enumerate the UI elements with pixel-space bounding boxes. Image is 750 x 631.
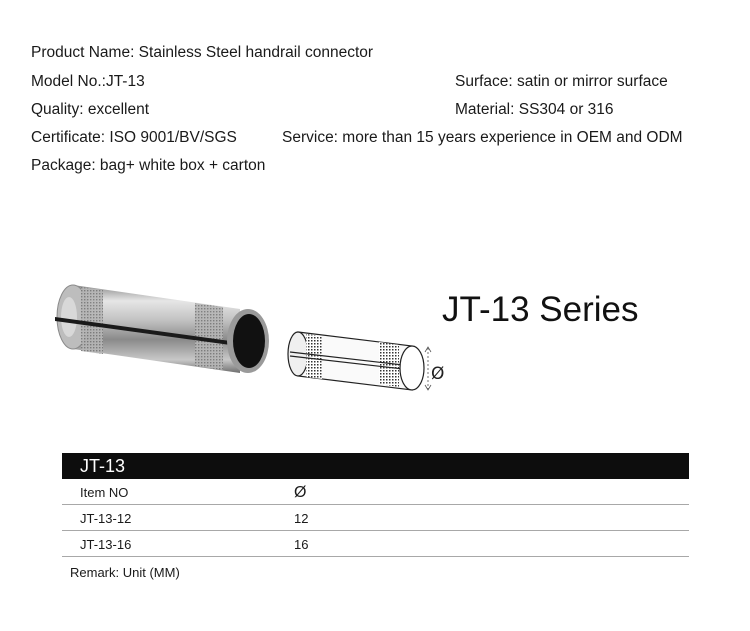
material: Material: SS304 or 316 xyxy=(455,101,614,118)
connector-photo xyxy=(45,275,275,375)
remark: Remark: Unit (MM) xyxy=(70,565,180,580)
table-header-row xyxy=(62,479,689,505)
connector-drawing xyxy=(284,328,449,398)
table-title: JT-13 xyxy=(62,453,689,479)
surface: Surface: satin or mirror surface xyxy=(455,73,668,90)
table-row xyxy=(62,531,689,557)
row-item-no: JT-13-12 xyxy=(80,511,132,526)
package: Package: bag+ white box + carton xyxy=(31,157,266,174)
certificate: Certificate: ISO 9001/BV/SGS xyxy=(31,129,237,146)
quality: Quality: excellent xyxy=(31,101,150,118)
spec-table xyxy=(62,453,689,557)
product-name: Product Name: Stainless Steel handrail connector xyxy=(31,44,374,61)
row-diameter: 12 xyxy=(294,511,309,526)
series-title: JT-13 Series xyxy=(442,290,639,329)
model-no: Model No.:JT-13 xyxy=(31,73,145,90)
header-diameter: Ø xyxy=(294,484,307,501)
service: Service: more than 15 years experience in OEM and ODM xyxy=(282,129,683,146)
row-diameter: 16 xyxy=(294,537,309,552)
diameter-symbol: Ø xyxy=(431,364,445,384)
row-item-no: JT-13-16 xyxy=(80,537,132,552)
table-row xyxy=(62,505,689,531)
header-item-no: Item NO xyxy=(80,485,129,500)
